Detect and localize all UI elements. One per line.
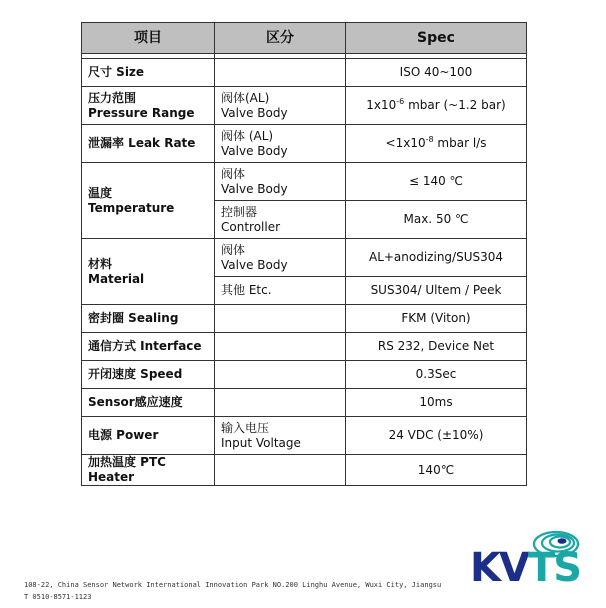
material-sub1-en: Valve Body [221, 257, 288, 272]
pressure-item-en: Pressure Range [88, 105, 195, 120]
row-speed-item: 开闭速度 Speed [82, 361, 215, 389]
row-size-item: 尺寸 Size [82, 59, 215, 87]
header-item: 项目 [82, 23, 215, 54]
row-sealing-value: FKM (Viton) [346, 305, 527, 333]
table-row [82, 333, 527, 361]
power-sub-en: Input Voltage [221, 435, 301, 450]
temperature-sub2-cn: 控制器 [221, 204, 258, 219]
temperature-sub2-en: Controller [221, 219, 281, 234]
temperature-item-en: Temperature [88, 200, 175, 215]
table-row [82, 125, 527, 163]
footer [24, 579, 441, 603]
leak-sub-cn: 阀体 (AL) [221, 128, 274, 143]
kvts-logo [470, 528, 582, 592]
row-speed-value: 0.3Sec [346, 361, 527, 389]
row-temperature-sub1 [215, 163, 346, 201]
temperature-item-cn: 温度 [88, 185, 113, 200]
row-leak-item: 泄漏率 Leak Rate [82, 125, 215, 163]
row-temperature-item [82, 163, 215, 239]
power-sub-cn: 输入电压 [221, 420, 270, 435]
row-speed-sub [215, 361, 346, 389]
leak-value-exp: -8 [425, 135, 434, 144]
row-pressure-value [346, 87, 527, 125]
row-interface-item: 通信方式 Interface [82, 333, 215, 361]
footer-address: 108-22, China Sensor Network International Innovation Park NO.200 Linghu Avenue, Wuxi City, Jiangsu [24, 581, 442, 589]
leak-sub-en: Valve Body [221, 143, 288, 158]
material-item-cn: 材料 [88, 256, 113, 271]
table-row [82, 305, 527, 333]
header-category: 区分 [215, 23, 346, 54]
row-sensor-sub [215, 389, 346, 417]
row-temperature-value1: ≤ 140 ℃ [346, 163, 527, 201]
row-leak-sub [215, 125, 346, 163]
pressure-value-post: mbar (~1.2 bar) [404, 98, 506, 112]
logo-text-ts: TS [527, 545, 581, 591]
row-interface-sub [215, 333, 346, 361]
row-sensor-value: 10ms [346, 389, 527, 417]
pressure-value-pre: 1x10 [366, 98, 397, 112]
pressure-sub-en: Valve Body [221, 105, 288, 120]
table-row [82, 389, 527, 417]
pressure-value-exp: -6 [396, 97, 405, 106]
temperature-sub1-cn: 阀体 [221, 166, 246, 181]
header-spec: Spec [346, 23, 527, 54]
row-pressure-sub [215, 87, 346, 125]
table-row [82, 455, 527, 486]
temperature-sub1-en: Valve Body [221, 181, 288, 196]
row-temperature-sub2 [215, 201, 346, 239]
row-interface-value: RS 232, Device Net [346, 333, 527, 361]
row-heater-value: 140℃ [346, 455, 527, 486]
row-pressure-item [82, 87, 215, 125]
logo-text-kv: KV [470, 545, 528, 591]
pressure-item-cn: 压力范围 [88, 90, 137, 105]
row-leak-value [346, 125, 527, 163]
spec-table [81, 22, 527, 486]
row-power-value: 24 VDC (±10%) [346, 417, 527, 455]
pressure-sub-cn: 阀体(AL) [221, 90, 270, 105]
material-sub1-cn: 阀体 [221, 242, 246, 257]
logo-text [470, 545, 581, 591]
row-sealing-item: 密封圈 Sealing [82, 305, 215, 333]
row-material-sub2: 其他 Etc. [215, 277, 346, 305]
leak-value-pre: <1x10 [385, 136, 426, 150]
row-power-sub [215, 417, 346, 455]
row-material-value1: AL+anodizing/SUS304 [346, 239, 527, 277]
row-heater-item: 加热温度 PTC Heater [82, 455, 215, 486]
table-row [82, 239, 527, 277]
table-row [82, 59, 527, 87]
row-power-item: 电源 Power [82, 417, 215, 455]
leak-value-post: mbar l/s [433, 136, 487, 150]
material-item-en: Material [88, 271, 145, 286]
row-material-value2: SUS304/ Ultem / Peek [346, 277, 527, 305]
row-size-value: ISO 40~100 [346, 59, 527, 87]
row-sensor-item: Sensor感应速度 [82, 389, 215, 417]
row-size-sub [215, 59, 346, 87]
header-row [82, 23, 527, 54]
row-heater-sub [215, 455, 346, 486]
table-row [82, 417, 527, 455]
row-material-item [82, 239, 215, 305]
table-row [82, 361, 527, 389]
table-row [82, 87, 527, 125]
table-row [82, 163, 527, 201]
footer-phone: T 0510-8571-1123 [24, 593, 92, 601]
row-temperature-value2: Max. 50 ℃ [346, 201, 527, 239]
row-material-sub1 [215, 239, 346, 277]
row-sealing-sub [215, 305, 346, 333]
